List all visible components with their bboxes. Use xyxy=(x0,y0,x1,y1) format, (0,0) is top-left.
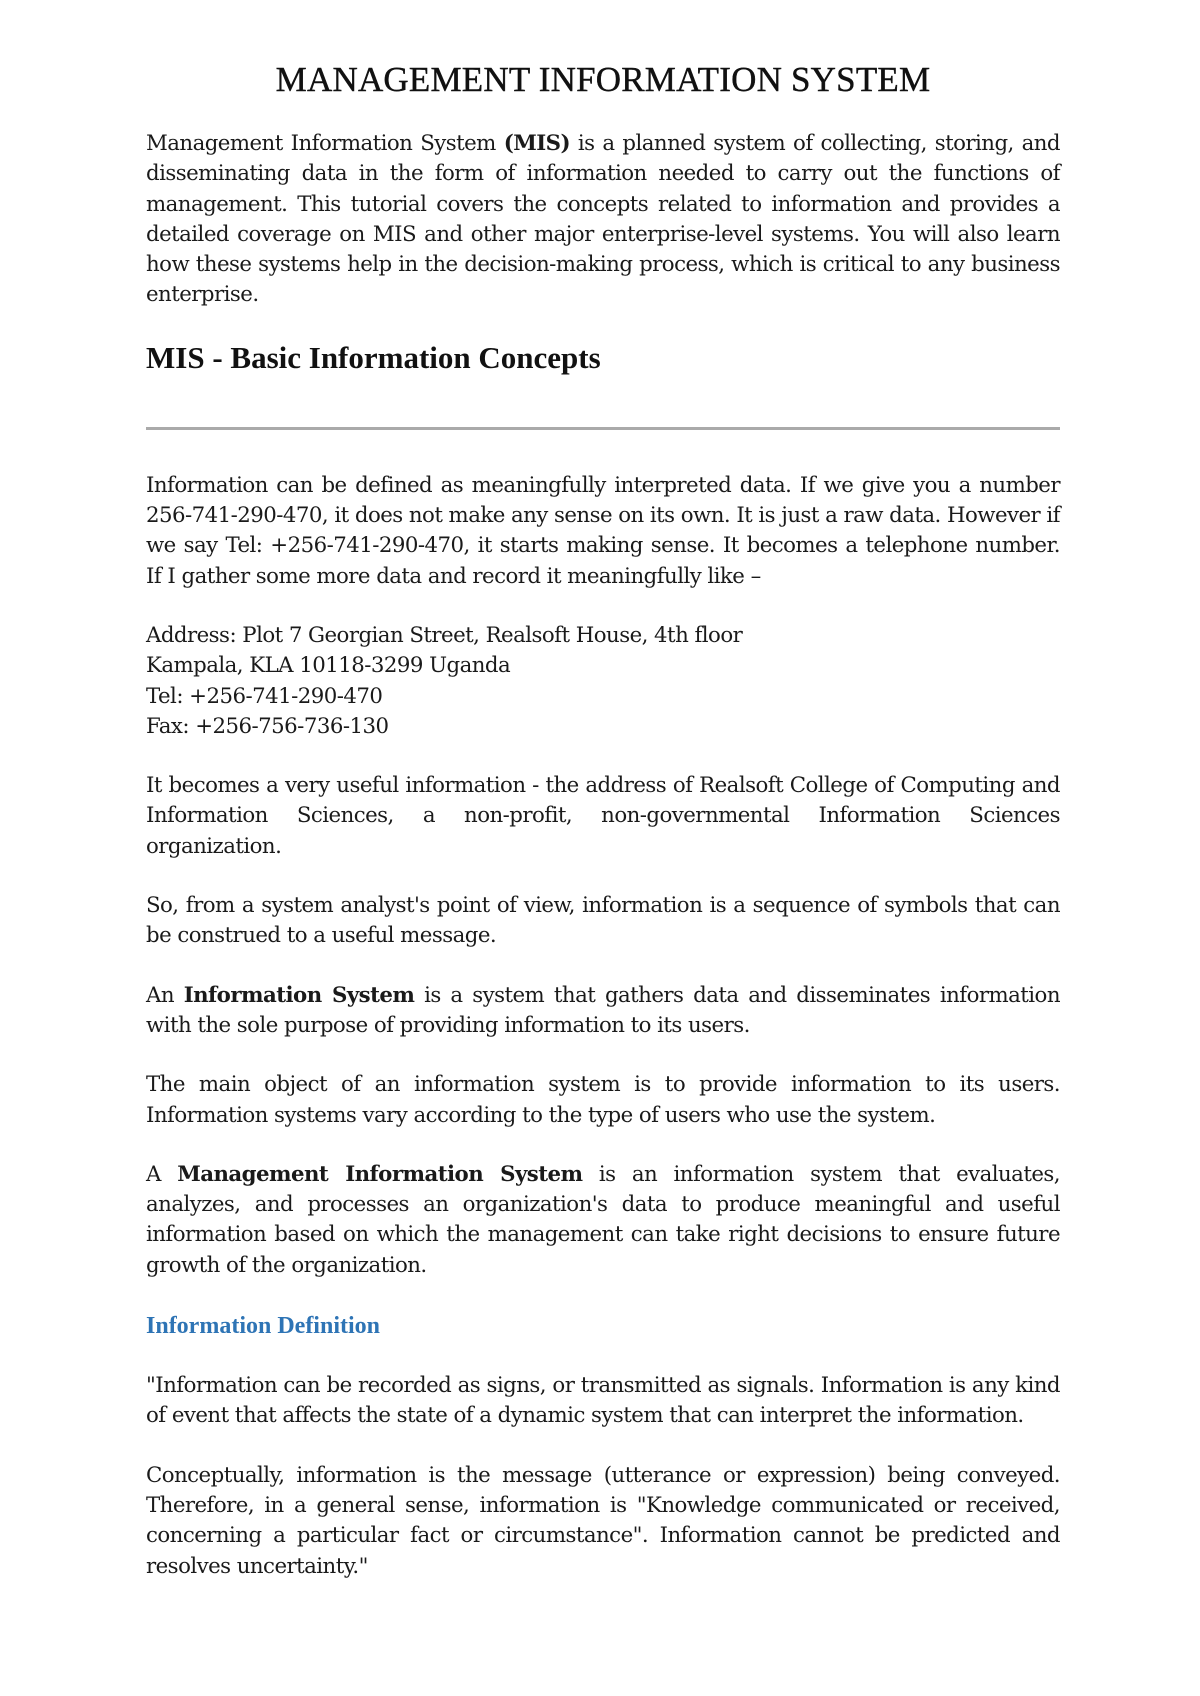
mis-post: is an information system that evaluates, analyzes, and processes an organization's data to produce meaningful and useful information based on which the management can take right decisions to ensure future growth of the organization. xyxy=(146,1161,1060,1278)
mis-pre: A xyxy=(146,1161,178,1187)
intro-bold: (MIS) xyxy=(503,131,571,156)
address-line-3: Tel: +256-741-290-470 xyxy=(146,683,383,709)
is-pre: An xyxy=(146,982,184,1008)
intro-pre: Management Information System xyxy=(146,131,504,156)
definition-paragraph: Information can be defined as meaningfully interpreted data. If we give you a number 256-741-290-470, it does not make any sense on its own. It is just a raw data. However if we say Tel: +256-741-290-470, it starts making sense. It becomes a telephone number. If I gather some more data and record it meaningfully like – xyxy=(146,472,1060,589)
section-heading: MIS - Basic Information Concepts xyxy=(146,339,601,375)
section-divider xyxy=(146,427,1060,430)
information-definition-heading: Information Definition xyxy=(146,1313,380,1340)
mis-bold: Management Information System xyxy=(177,1161,583,1187)
address-line-2: Kampala, KLA 10118-3299 Uganda xyxy=(146,653,511,679)
quote-paragraph-1: "Information can be recorded as signs, or transmitted as signals. Information is any kind of event that affects the state of a dynamic system that can interpret the information. xyxy=(146,1373,1060,1429)
intro-post: is a planned system of collecting, storing, and disseminating data in the form of information needed to carry out the functions of management. This tutorial covers the concepts related to information and provides a detailed coverage on MIS and other major enterprise-level systems. You will also learn how these systems help in the decision-making process, which is critical to any business enterprise. xyxy=(146,131,1061,308)
information-system-paragraph xyxy=(146,981,1060,1042)
is-post: is a system that gathers data and disseminates information with the sole purpose of providing information to its users. xyxy=(146,982,1060,1038)
useful-paragraph: It becomes a very useful information - the address of Realsoft College of Computing and Information Sciences, a non-profit, non-governmental Information Sciences organization. xyxy=(146,773,1060,859)
address-block xyxy=(146,621,1060,742)
analyst-paragraph: So, from a system analyst's point of view, information is a sequence of symbols that can be construed to a useful message. xyxy=(146,893,1060,949)
quote-paragraph-2: Conceptually, information is the message (utterance or expression) being conveyed. Therefore, in a general sense, information is "Knowledge communicated or received, concerning a particular fact or circumstance". Information cannot be predicted and resolves uncertainty." xyxy=(146,1462,1060,1579)
mis-paragraph xyxy=(146,1160,1060,1281)
object-paragraph: The main object of an information system is to provide information to its users. Information systems vary according to the type of users who use the system. xyxy=(146,1072,1060,1128)
intro-paragraph xyxy=(146,129,1060,311)
document-page xyxy=(146,60,1060,1582)
address-line-1: Address: Plot 7 Georgian Street, Realsoft House, 4th floor xyxy=(146,622,743,648)
address-line-4: Fax: +256-756-736-130 xyxy=(146,713,389,739)
is-bold: Information System xyxy=(183,982,415,1008)
document-title: MANAGEMENT INFORMATION SYSTEM xyxy=(275,60,931,99)
